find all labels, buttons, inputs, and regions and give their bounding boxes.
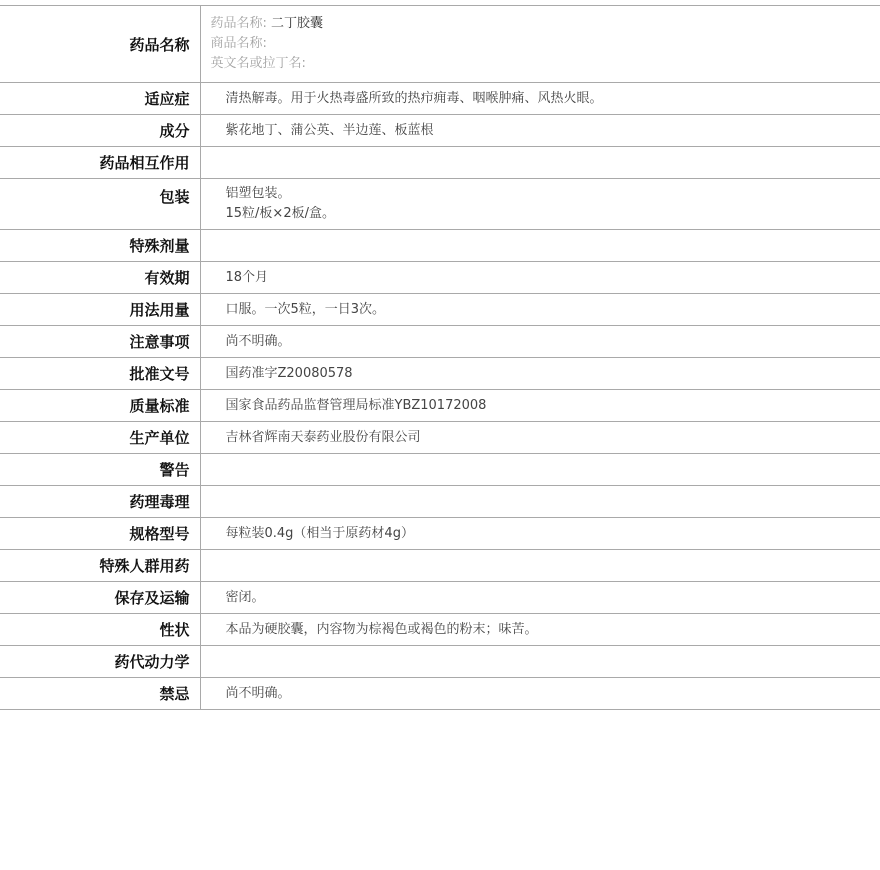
value-toxicology [200,486,880,518]
value-contraindications: 尚不明确。 [225,685,291,701]
value-pharmacokinetics [200,646,880,678]
row-manufacturer [0,422,880,454]
value-special-groups [200,550,880,582]
row-approval-no [0,358,880,390]
value-special-dosage [200,230,880,262]
value-storage: 密闭。 [225,589,265,605]
row-quality-std [0,390,880,422]
name-line-english: 英文名或拉丁名: [210,56,306,71]
label-special-groups: 特殊人群用药 [0,550,200,582]
row-ingredients [0,115,880,147]
label-approval-no: 批准文号 [0,358,200,390]
value-specification: 每粒装0.4g（相当于原药材4g） [225,525,414,541]
row-interactions [0,147,880,179]
value-quality-std: 国家食品药品监督管理局标准YBZ10172008 [225,397,487,413]
row-specification [0,518,880,550]
row-storage [0,582,880,614]
value-approval-no: 国药准字Z20080578 [225,365,353,381]
label-storage: 保存及运输 [0,582,200,614]
name-line-generic: 药品名称: 二丁胶囊 [210,16,324,31]
label-appearance: 性状 [0,614,200,646]
row-shelf-life [0,262,880,294]
label-shelf-life: 有效期 [0,262,200,294]
value-usage: 口服。一次5粒，一日3次。 [225,301,386,317]
row-toxicology [0,486,880,518]
value-interactions [200,147,880,179]
drug-info-table [0,5,880,710]
label-specification: 规格型号 [0,518,200,550]
label-contraindications: 禁忌 [0,678,200,710]
label-drug-name: 药品名称 [0,6,200,83]
label-pharmacokinetics: 药代动力学 [0,646,200,678]
label-manufacturer: 生产单位 [0,422,200,454]
value-ingredients: 紫花地丁、蒲公英、半边莲、板蓝根 [225,122,434,138]
value-warning [200,454,880,486]
value-packaging [200,179,880,230]
value-drug-name [200,6,880,83]
row-usage [0,294,880,326]
row-contraindications [0,678,880,710]
packaging-line: 铝塑包装。 [225,186,291,201]
row-drug-name [0,6,880,83]
label-indication: 适应症 [0,83,200,115]
row-packaging [0,179,880,230]
row-indication [0,83,880,115]
label-toxicology: 药理毒理 [0,486,200,518]
value-precautions: 尚不明确。 [225,333,291,349]
value-indication: 清热解毒。用于火热毒盛所致的热疖痈毒、咽喉肿痛、风热火眼。 [225,90,603,106]
label-warning: 警告 [0,454,200,486]
row-warning [0,454,880,486]
label-quality-std: 质量标准 [0,390,200,422]
value-shelf-life: 18个月 [225,269,269,285]
label-interactions: 药品相互作用 [0,147,200,179]
label-precautions: 注意事项 [0,326,200,358]
name-line-trade: 商品名称: [210,36,267,51]
packaging-line: 15粒/板×2板/盒。 [225,206,335,221]
row-special-groups [0,550,880,582]
row-pharmacokinetics [0,646,880,678]
row-special-dosage [0,230,880,262]
label-packaging: 包装 [0,179,200,230]
label-special-dosage: 特殊剂量 [0,230,200,262]
row-precautions [0,326,880,358]
value-manufacturer: 吉林省辉南天泰药业股份有限公司 [225,429,421,445]
value-appearance: 本品为硬胶囊，内容物为棕褐色或褐色的粉末；味苦。 [225,621,538,637]
label-ingredients: 成分 [0,115,200,147]
label-usage: 用法用量 [0,294,200,326]
row-appearance [0,614,880,646]
